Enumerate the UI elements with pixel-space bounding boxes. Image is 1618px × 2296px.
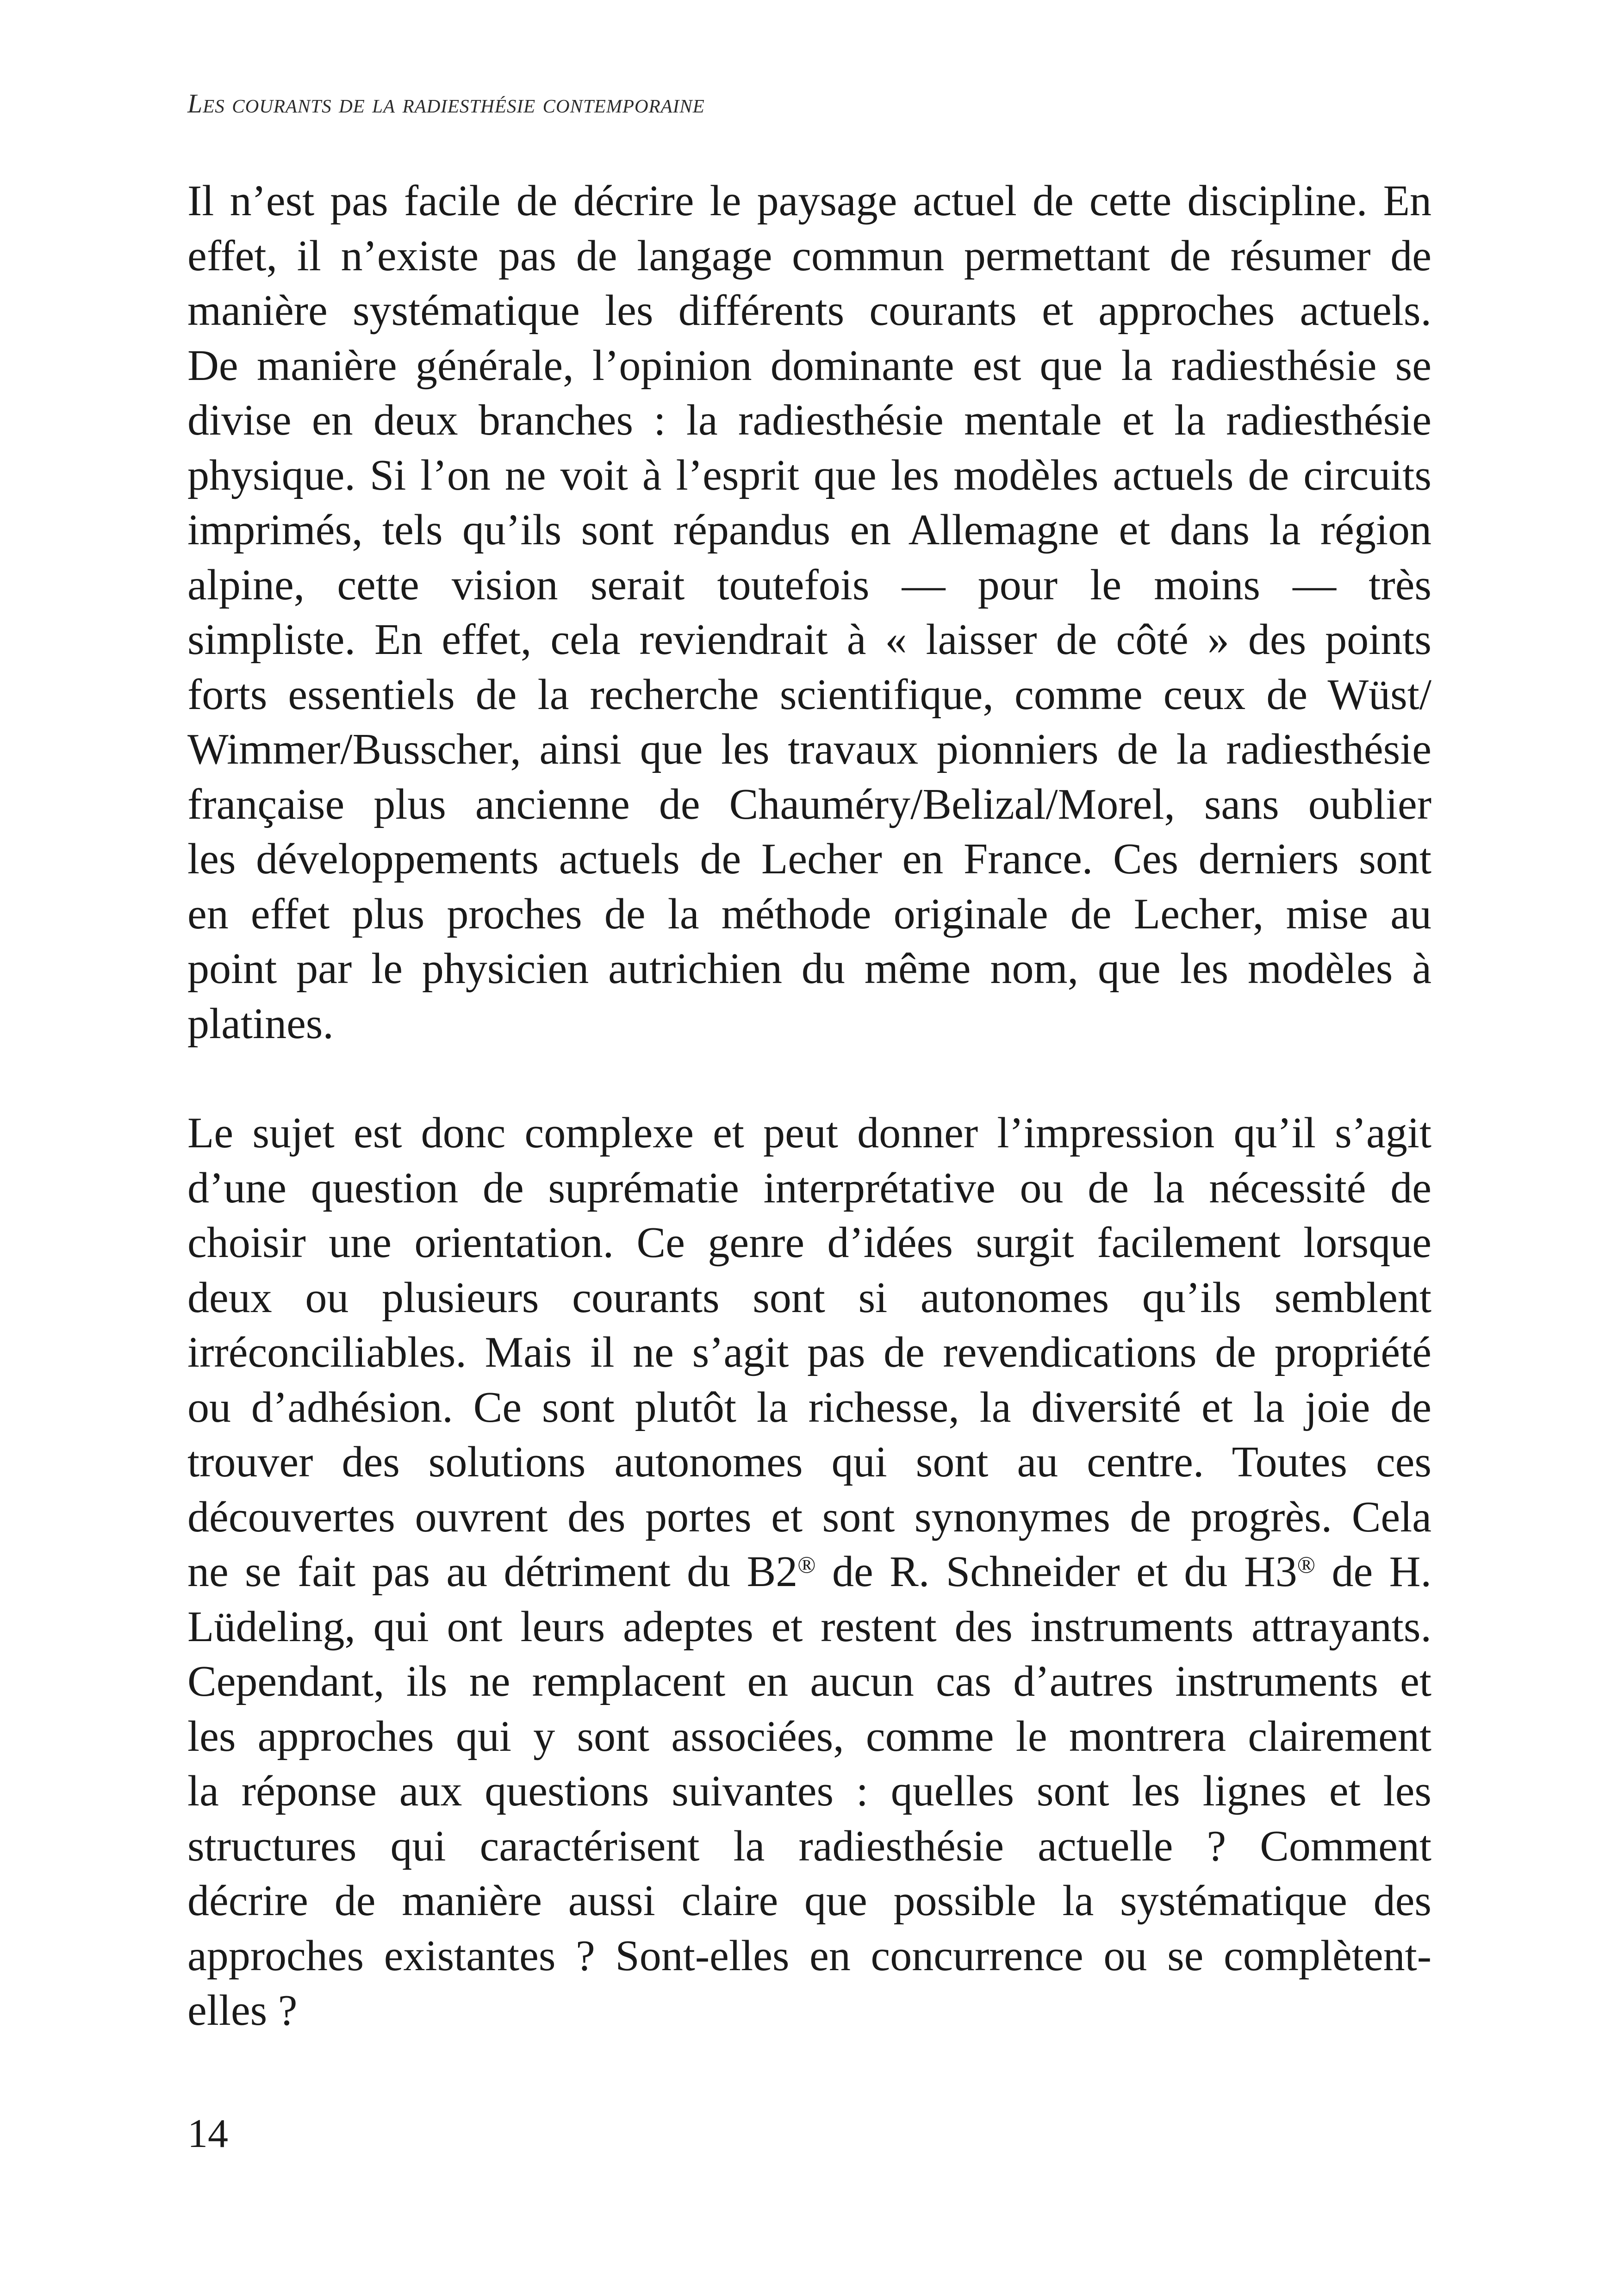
text-line: les approches qui y sont associées, comme le montrera clairement: [187, 1712, 1431, 1761]
text-line: deux ou plusieurs courants sont si autonomes qu’ils semblent: [187, 1273, 1431, 1322]
text-line: française plus ancienne de Chauméry/Belizal/Morel, sans oublier: [187, 780, 1431, 828]
paragraph-spacer: [187, 1051, 1431, 1106]
text-line: irréconciliables. Mais il ne s’agit pas de revendications de propriété: [187, 1328, 1431, 1376]
text-line: décrire de manière aussi claire que possible la systématique des: [187, 1877, 1431, 1925]
page-number: 14: [187, 2111, 228, 2156]
text-line: trouver des solutions autonomes qui sont au centre. Toutes ces: [187, 1438, 1431, 1486]
text-line: ou d’adhésion. Ce sont plutôt la richesse, la diversité et la joie de: [187, 1383, 1431, 1431]
text-line: manière systématique les différents courants et approches actuels.: [187, 286, 1431, 335]
text-line: en effet plus proches de la méthode originale de Lecher, mise au: [187, 890, 1431, 938]
text-line: physique. Si l’on ne voit à l’esprit que les modèles actuels de circuits: [187, 451, 1431, 499]
registered-mark: ®: [1297, 1552, 1315, 1579]
text-line: Lüdeling, qui ont leurs adeptes et restent des instruments attrayants.: [187, 1602, 1431, 1651]
text-line: De manière générale, l’opinion dominante est que la radiesthésie se: [187, 341, 1431, 390]
text-line: découvertes ouvrent des portes et sont synonymes de progrès. Cela: [187, 1493, 1431, 1541]
text-line: platines.: [187, 999, 334, 1048]
text-line: Wimmer/Busscher, ainsi que les travaux pionniers de la radiesthésie: [187, 725, 1431, 773]
text-line: alpine, cette vision serait toutefois — pour le moins — très: [187, 560, 1431, 609]
text-line: forts essentiels de la recherche scientifique, comme ceux de Wüst/: [187, 670, 1431, 719]
text-line: elles ?: [187, 1986, 298, 2035]
text-line: point par le physicien autrichien du même nom, que les modèles à: [187, 945, 1431, 993]
text-line: Cependant, ils ne remplacent en aucun cas d’autres instruments et: [187, 1657, 1431, 1705]
registered-mark: ®: [797, 1552, 816, 1579]
running-header: Les courants de la radiesthésie contemporaine: [187, 88, 705, 118]
text-line: Le sujet est donc complexe et peut donner l’impression qu’il s’agit: [187, 1109, 1431, 1157]
text-line: la réponse aux questions suivantes : quelles sont les lignes et les: [187, 1767, 1431, 1815]
text-line: structures qui caractérisent la radiesthésie actuelle ? Comment: [187, 1822, 1431, 1870]
paragraph-1: [187, 174, 1431, 1051]
text-line: simpliste. En effet, cela reviendrait à « laisser de côté » des points: [187, 616, 1431, 664]
text-line: d’une question de suprématie interprétative ou de la nécessité de: [187, 1164, 1431, 1212]
text-line: ne se fait pas au détriment du B2® de R. Schneider et du H3® de H.: [187, 1548, 1431, 1596]
text-line: effet, il n’existe pas de langage commun permettant de résumer de: [187, 231, 1431, 280]
text-line: imprimés, tels qu’ils sont répandus en Allemagne et dans la région: [187, 506, 1431, 554]
text-line: Il n’est pas facile de décrire le paysage actuel de cette discipline. En: [187, 177, 1431, 225]
text-line: les développements actuels de Lecher en France. Ces derniers sont: [187, 835, 1431, 883]
text-line: approches existantes ? Sont-elles en concurrence ou se complètent-: [187, 1931, 1431, 1980]
body-text: [187, 174, 1431, 2038]
paragraph-2: [187, 1106, 1431, 2038]
text-line: choisir une orientation. Ce genre d’idées surgit facilement lorsque: [187, 1219, 1431, 1267]
text-line: divise en deux branches : la radiesthésie mentale et la radiesthésie: [187, 396, 1431, 444]
